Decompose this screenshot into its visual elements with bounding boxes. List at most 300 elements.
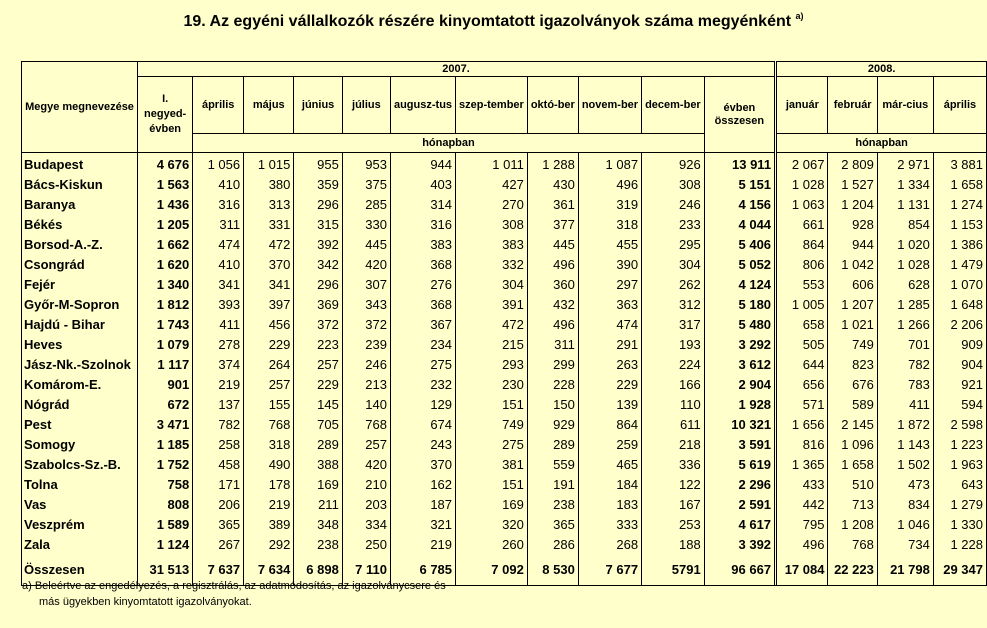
month-value-2007: 289 <box>527 435 578 455</box>
month-value-2008: 1 153 <box>933 215 986 235</box>
month-value-2007: 140 <box>342 395 390 415</box>
month-value-2007: 270 <box>456 195 528 215</box>
month-value-2007: 151 <box>456 475 528 495</box>
month-value-2008: 553 <box>777 275 828 295</box>
month-value-2008: 411 <box>877 395 933 415</box>
month-value-2007: 368 <box>390 295 455 315</box>
month-value-2007: 223 <box>294 335 342 355</box>
month-value-2007: 122 <box>642 475 705 495</box>
month-value-2007: 267 <box>193 535 244 555</box>
month-value-2007: 320 <box>456 515 528 535</box>
month-value-2007: 496 <box>527 315 578 335</box>
footnote <box>22 578 446 610</box>
month-value-2007: 391 <box>456 295 528 315</box>
month-value-2008: 2 206 <box>933 315 986 335</box>
month-value-2008: 1 386 <box>933 235 986 255</box>
month-value-2007: 171 <box>193 475 244 495</box>
month-value-2007: 276 <box>390 275 455 295</box>
month-value-2007: 238 <box>294 535 342 555</box>
county-name: Tolna <box>22 475 138 495</box>
month-value-2007: 333 <box>578 515 641 535</box>
year-total-value: 3 292 <box>704 335 774 355</box>
month-value-2007: 167 <box>642 495 705 515</box>
month-value-2007: 139 <box>578 395 641 415</box>
month-header-2007: decem-ber <box>642 77 705 134</box>
title-note: a) <box>795 11 804 21</box>
month-value-2008: 768 <box>828 535 877 555</box>
month-value-2008: 1 063 <box>777 195 828 215</box>
q1-value: 901 <box>138 375 193 395</box>
table-row <box>22 415 987 435</box>
title-text: 19. Az egyéni vállalkozók részére kinyomtatott igazolványok száma megyénként <box>183 13 792 30</box>
month-value-2007: 7 634 <box>244 555 294 586</box>
month-value-2007: 403 <box>390 175 455 195</box>
month-value-2007: 250 <box>342 535 390 555</box>
month-value-2007: 234 <box>390 335 455 355</box>
month-value-2008: 1 131 <box>877 195 933 215</box>
month-value-2007: 145 <box>294 395 342 415</box>
month-value-2007: 370 <box>390 455 455 475</box>
table-row <box>22 475 987 495</box>
year-total-value: 5 406 <box>704 235 774 255</box>
county-name: Somogy <box>22 435 138 455</box>
q1-value: 672 <box>138 395 193 415</box>
month-value-2007: 296 <box>294 195 342 215</box>
month-value-2007: 389 <box>244 515 294 535</box>
month-value-2007: 243 <box>390 435 455 455</box>
month-header-2008: január <box>777 77 828 134</box>
month-value-2007: 474 <box>193 235 244 255</box>
month-value-2007: 420 <box>342 455 390 475</box>
table-row <box>22 515 987 535</box>
month-value-2007: 445 <box>342 235 390 255</box>
year-total-value: 2 296 <box>704 475 774 495</box>
month-value-2007: 184 <box>578 475 641 495</box>
q1-value: 1 205 <box>138 215 193 235</box>
month-value-2008: 1 143 <box>877 435 933 455</box>
month-value-2007: 6 785 <box>390 555 455 586</box>
month-value-2007: 312 <box>642 295 705 315</box>
month-value-2007: 7 637 <box>193 555 244 586</box>
month-value-2007: 315 <box>294 215 342 235</box>
month-value-2007: 674 <box>390 415 455 435</box>
month-value-2007: 390 <box>578 255 641 275</box>
month-value-2007: 5791 <box>642 555 705 586</box>
month-value-2007: 864 <box>578 415 641 435</box>
month-value-2008: 656 <box>777 375 828 395</box>
q1-header: I. negyed-évben <box>138 77 193 153</box>
month-value-2007: 246 <box>642 195 705 215</box>
month-value-2007: 304 <box>456 275 528 295</box>
year-total-value: 3 392 <box>704 535 774 555</box>
month-value-2008: 854 <box>877 215 933 235</box>
month-value-2007: 257 <box>244 375 294 395</box>
county-name: Pest <box>22 415 138 435</box>
table-row <box>22 435 987 455</box>
month-value-2007: 348 <box>294 515 342 535</box>
county-name: Vas <box>22 495 138 515</box>
month-value-2007: 929 <box>527 415 578 435</box>
month-value-2008: 1 207 <box>828 295 877 315</box>
month-value-2008: 2 598 <box>933 415 986 435</box>
year-total-value: 4 124 <box>704 275 774 295</box>
month-value-2007: 1 015 <box>244 153 294 176</box>
month-value-2007: 316 <box>193 195 244 215</box>
month-value-2007: 465 <box>578 455 641 475</box>
month-value-2007: 372 <box>294 315 342 335</box>
month-value-2008: 1 223 <box>933 435 986 455</box>
month-value-2007: 218 <box>642 435 705 455</box>
month-value-2007: 258 <box>193 435 244 455</box>
month-value-2007: 420 <box>342 255 390 275</box>
q1-value: 1 812 <box>138 295 193 315</box>
month-value-2007: 458 <box>193 455 244 475</box>
year-total-value: 96 667 <box>704 555 774 586</box>
year-total-value: 1 928 <box>704 395 774 415</box>
month-value-2008: 496 <box>777 535 828 555</box>
month-value-2008: 1 527 <box>828 175 877 195</box>
month-value-2008: 473 <box>877 475 933 495</box>
table-row <box>22 335 987 355</box>
month-value-2007: 187 <box>390 495 455 515</box>
month-value-2007: 782 <box>193 415 244 435</box>
table-row <box>22 455 987 475</box>
month-value-2008: 1 204 <box>828 195 877 215</box>
county-name: Zala <box>22 535 138 555</box>
month-value-2007: 203 <box>342 495 390 515</box>
month-value-2008: 1 028 <box>777 175 828 195</box>
month-value-2008: 510 <box>828 475 877 495</box>
month-value-2007: 768 <box>244 415 294 435</box>
month-value-2007: 314 <box>390 195 455 215</box>
year-total-value: 5 180 <box>704 295 774 315</box>
table-row <box>22 275 987 295</box>
month-value-2007: 239 <box>342 335 390 355</box>
month-value-2008: 21 798 <box>877 555 933 586</box>
month-value-2007: 365 <box>193 515 244 535</box>
month-header-2007: július <box>342 77 390 134</box>
month-value-2007: 213 <box>342 375 390 395</box>
month-value-2008: 571 <box>777 395 828 415</box>
month-value-2007: 7 110 <box>342 555 390 586</box>
month-value-2007: 496 <box>527 255 578 275</box>
table-row <box>22 255 987 275</box>
q1-value: 3 471 <box>138 415 193 435</box>
county-name: Nógrád <box>22 395 138 415</box>
month-value-2008: 1 005 <box>777 295 828 315</box>
month-value-2007: 430 <box>527 175 578 195</box>
month-value-2008: 676 <box>828 375 877 395</box>
month-value-2007: 191 <box>527 475 578 495</box>
month-value-2008: 594 <box>933 395 986 415</box>
month-value-2008: 1 656 <box>777 415 828 435</box>
month-value-2008: 1 658 <box>828 455 877 475</box>
month-value-2007: 341 <box>193 275 244 295</box>
month-value-2007: 292 <box>244 535 294 555</box>
county-name: Csongrád <box>22 255 138 275</box>
month-value-2007: 151 <box>456 395 528 415</box>
year-total-value: 4 156 <box>704 195 774 215</box>
table-row <box>22 495 987 515</box>
month-value-2007: 7 092 <box>456 555 528 586</box>
month-value-2008: 1 279 <box>933 495 986 515</box>
unit-header-2008: hónapban <box>777 134 987 153</box>
month-value-2007: 372 <box>342 315 390 335</box>
q1-value: 1 117 <box>138 355 193 375</box>
month-value-2008: 2 067 <box>777 153 828 176</box>
month-value-2007: 705 <box>294 415 342 435</box>
county-name: Budapest <box>22 153 138 176</box>
month-value-2007: 229 <box>578 375 641 395</box>
q1-value: 1 589 <box>138 515 193 535</box>
month-value-2007: 229 <box>244 335 294 355</box>
month-value-2008: 644 <box>777 355 828 375</box>
month-value-2007: 1 011 <box>456 153 528 176</box>
month-value-2007: 392 <box>294 235 342 255</box>
month-value-2008: 1 020 <box>877 235 933 255</box>
month-value-2007: 257 <box>294 355 342 375</box>
year-2008-header: 2008. <box>777 62 987 77</box>
month-value-2007: 1 288 <box>527 153 578 176</box>
month-value-2007: 768 <box>342 415 390 435</box>
month-value-2008: 1 021 <box>828 315 877 335</box>
month-value-2007: 268 <box>578 535 641 555</box>
month-value-2008: 442 <box>777 495 828 515</box>
month-value-2007: 926 <box>642 153 705 176</box>
month-value-2007: 219 <box>193 375 244 395</box>
month-value-2007: 295 <box>642 235 705 255</box>
month-value-2007: 219 <box>244 495 294 515</box>
county-name: Jász-Nk.-Szolnok <box>22 355 138 375</box>
county-name: Komárom-E. <box>22 375 138 395</box>
month-value-2007: 411 <box>193 315 244 335</box>
year-total-value: 5 480 <box>704 315 774 335</box>
month-value-2007: 162 <box>390 475 455 495</box>
month-header-2007: május <box>244 77 294 134</box>
month-value-2007: 341 <box>244 275 294 295</box>
footnote-line-2: más ügyekben kinyomtatott igazolványokat. <box>39 596 252 608</box>
month-value-2007: 210 <box>342 475 390 495</box>
month-value-2007: 259 <box>578 435 641 455</box>
table-body <box>22 153 987 586</box>
q1-value: 1 185 <box>138 435 193 455</box>
month-value-2008: 1 963 <box>933 455 986 475</box>
county-name: Hajdú - Bihar <box>22 315 138 335</box>
month-value-2007: 178 <box>244 475 294 495</box>
month-value-2007: 955 <box>294 153 342 176</box>
month-value-2008: 834 <box>877 495 933 515</box>
q1-value: 1 079 <box>138 335 193 355</box>
month-value-2008: 22 223 <box>828 555 877 586</box>
month-value-2007: 375 <box>342 175 390 195</box>
table-title <box>0 13 987 31</box>
month-value-2008: 1 330 <box>933 515 986 535</box>
month-value-2007: 257 <box>342 435 390 455</box>
month-value-2007: 336 <box>642 455 705 475</box>
month-value-2008: 1 479 <box>933 255 986 275</box>
q1-value: 1 662 <box>138 235 193 255</box>
year-total-value: 5 151 <box>704 175 774 195</box>
year-total-value: 13 911 <box>704 153 774 176</box>
data-table <box>21 61 987 586</box>
month-value-2008: 1 502 <box>877 455 933 475</box>
table-row <box>22 395 987 415</box>
year-2007-header: 2007. <box>138 62 775 77</box>
month-value-2008: 1 365 <box>777 455 828 475</box>
month-value-2007: 278 <box>193 335 244 355</box>
month-value-2007: 246 <box>342 355 390 375</box>
month-value-2008: 2 809 <box>828 153 877 176</box>
month-value-2007: 365 <box>527 515 578 535</box>
month-value-2008: 1 285 <box>877 295 933 315</box>
month-value-2007: 8 530 <box>527 555 578 586</box>
month-value-2007: 166 <box>642 375 705 395</box>
table-row <box>22 215 987 235</box>
year-total-value: 4 617 <box>704 515 774 535</box>
month-value-2007: 361 <box>527 195 578 215</box>
month-value-2008: 2 145 <box>828 415 877 435</box>
month-value-2007: 749 <box>456 415 528 435</box>
month-header-2007: októ-ber <box>527 77 578 134</box>
month-value-2007: 291 <box>578 335 641 355</box>
month-value-2007: 137 <box>193 395 244 415</box>
month-value-2008: 816 <box>777 435 828 455</box>
footnote-line-1: a) Beleértve az engedélyezés, a regisztrálás, az adatmódosítás, az igazolványcsere és <box>22 580 446 592</box>
month-value-2007: 313 <box>244 195 294 215</box>
month-value-2007: 944 <box>390 153 455 176</box>
month-value-2008: 944 <box>828 235 877 255</box>
county-name: Fejér <box>22 275 138 295</box>
county-name: Veszprém <box>22 515 138 535</box>
month-value-2007: 427 <box>456 175 528 195</box>
month-value-2007: 369 <box>294 295 342 315</box>
month-value-2008: 909 <box>933 335 986 355</box>
month-header-2007: április <box>193 77 244 134</box>
month-value-2008: 17 084 <box>777 555 828 586</box>
q1-value: 1 436 <box>138 195 193 215</box>
year-total-value: 2 904 <box>704 375 774 395</box>
month-value-2008: 2 971 <box>877 153 933 176</box>
month-header-row <box>22 77 987 134</box>
month-value-2008: 1 096 <box>828 435 877 455</box>
month-value-2007: 307 <box>342 275 390 295</box>
month-value-2008: 1 046 <box>877 515 933 535</box>
table-row <box>22 535 987 555</box>
month-value-2007: 381 <box>456 455 528 475</box>
q1-value: 1 743 <box>138 315 193 335</box>
table-row <box>22 295 987 315</box>
month-value-2007: 233 <box>642 215 705 235</box>
month-value-2007: 215 <box>456 335 528 355</box>
county-name: Győr-M-Sopron <box>22 295 138 315</box>
month-value-2007: 318 <box>578 215 641 235</box>
month-value-2007: 224 <box>642 355 705 375</box>
month-value-2008: 701 <box>877 335 933 355</box>
month-value-2007: 129 <box>390 395 455 415</box>
month-value-2007: 308 <box>456 215 528 235</box>
month-value-2007: 1 056 <box>193 153 244 176</box>
year-total-value: 4 044 <box>704 215 774 235</box>
month-value-2007: 393 <box>193 295 244 315</box>
month-value-2007: 317 <box>642 315 705 335</box>
month-value-2007: 432 <box>527 295 578 315</box>
month-value-2008: 606 <box>828 275 877 295</box>
month-value-2008: 782 <box>877 355 933 375</box>
month-value-2007: 275 <box>390 355 455 375</box>
month-value-2007: 260 <box>456 535 528 555</box>
month-value-2007: 232 <box>390 375 455 395</box>
month-value-2007: 286 <box>527 535 578 555</box>
month-header-2007: június <box>294 77 342 134</box>
q1-value: 808 <box>138 495 193 515</box>
month-value-2007: 211 <box>294 495 342 515</box>
month-value-2007: 368 <box>390 255 455 275</box>
month-value-2008: 1 028 <box>877 255 933 275</box>
month-value-2007: 238 <box>527 495 578 515</box>
month-value-2007: 397 <box>244 295 294 315</box>
month-value-2008: 433 <box>777 475 828 495</box>
month-value-2007: 169 <box>294 475 342 495</box>
month-value-2007: 318 <box>244 435 294 455</box>
month-value-2008: 795 <box>777 515 828 535</box>
q1-value: 1 124 <box>138 535 193 555</box>
month-value-2007: 360 <box>527 275 578 295</box>
month-value-2007: 1 087 <box>578 153 641 176</box>
county-name: Szabolcs-Sz.-B. <box>22 455 138 475</box>
month-value-2007: 377 <box>527 215 578 235</box>
month-value-2007: 953 <box>342 153 390 176</box>
month-value-2007: 472 <box>244 235 294 255</box>
table-row <box>22 375 987 395</box>
month-value-2007: 230 <box>456 375 528 395</box>
year-total-value: 3 591 <box>704 435 774 455</box>
month-value-2007: 367 <box>390 315 455 335</box>
month-value-2007: 319 <box>578 195 641 215</box>
county-name: Bács-Kiskun <box>22 175 138 195</box>
month-value-2008: 1 648 <box>933 295 986 315</box>
month-value-2007: 263 <box>578 355 641 375</box>
month-value-2007: 321 <box>390 515 455 535</box>
month-value-2007: 334 <box>342 515 390 535</box>
month-value-2007: 262 <box>642 275 705 295</box>
month-value-2008: 628 <box>877 275 933 295</box>
month-value-2007: 472 <box>456 315 528 335</box>
month-value-2007: 611 <box>642 415 705 435</box>
month-value-2007: 308 <box>642 175 705 195</box>
month-value-2007: 410 <box>193 255 244 275</box>
month-value-2008: 505 <box>777 335 828 355</box>
q1-value: 1 563 <box>138 175 193 195</box>
month-value-2007: 559 <box>527 455 578 475</box>
year-total-value: 5 619 <box>704 455 774 475</box>
month-value-2008: 734 <box>877 535 933 555</box>
month-value-2008: 3 881 <box>933 153 986 176</box>
month-value-2007: 496 <box>578 175 641 195</box>
table-row <box>22 235 987 255</box>
month-value-2007: 456 <box>244 315 294 335</box>
month-value-2007: 229 <box>294 375 342 395</box>
month-value-2007: 150 <box>527 395 578 415</box>
month-value-2007: 206 <box>193 495 244 515</box>
month-value-2007: 370 <box>244 255 294 275</box>
unit-header-2007: hónapban <box>193 134 704 153</box>
county-name: Baranya <box>22 195 138 215</box>
month-header-2007: novem-ber <box>578 77 641 134</box>
month-value-2008: 1 228 <box>933 535 986 555</box>
month-value-2007: 304 <box>642 255 705 275</box>
month-value-2008: 1 070 <box>933 275 986 295</box>
county-name: Heves <box>22 335 138 355</box>
